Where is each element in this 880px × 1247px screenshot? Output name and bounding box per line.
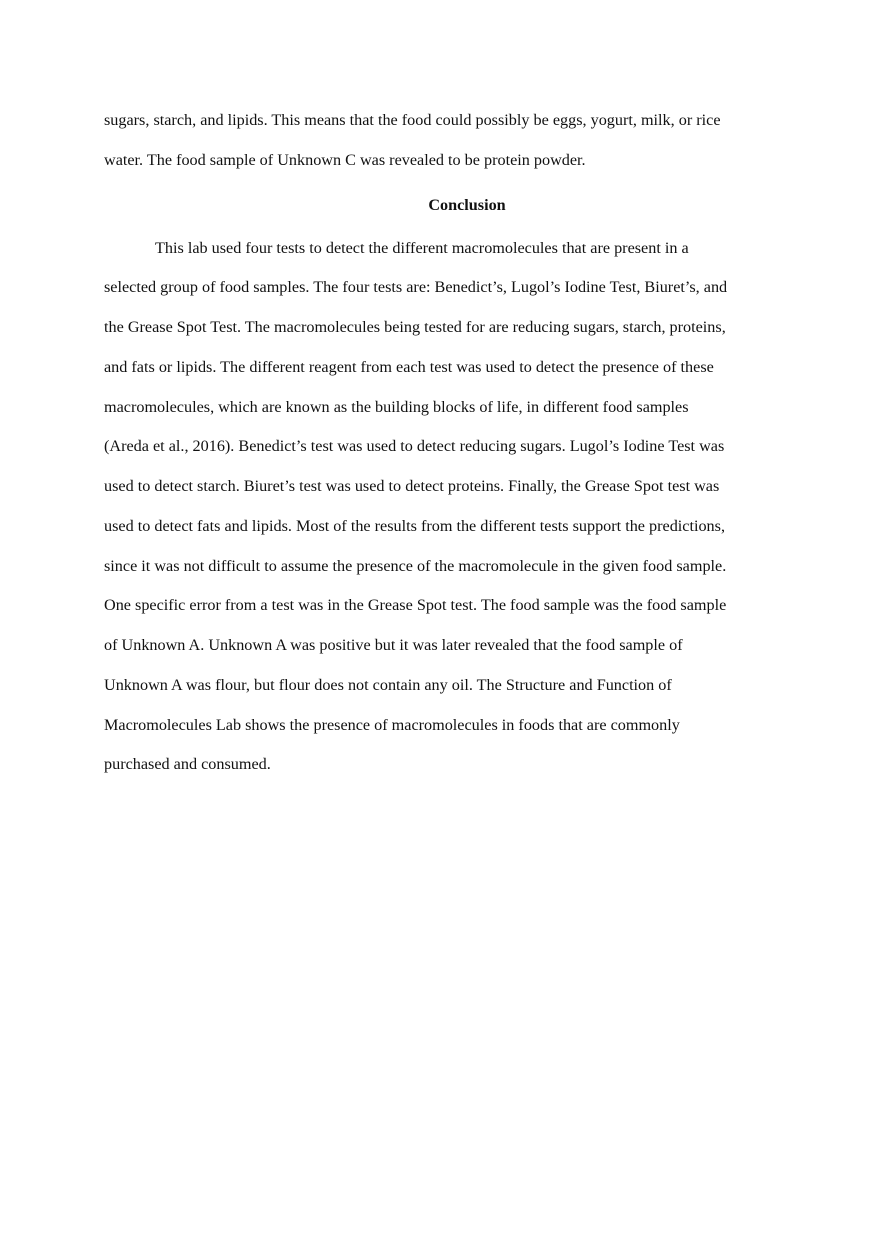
text-line: selected group of food samples. The four tests are: Benedict’s, Lugol’s Iodine Test, Biuret’s, and xyxy=(104,278,728,297)
text-line: used to detect fats and lipids. Most of the results from the different tests support the predictions, xyxy=(104,516,725,535)
text-line: the Grease Spot Test. The macromolecules being tested for are reducing sugars, starch, proteins, xyxy=(104,318,726,336)
text-line: and fats or lipids. The different reagent from each test was used to detect the presence of these xyxy=(104,357,714,376)
text-line: (Areda et al., 2016). Benedict’s test was used to detect reducing sugars. Lugol’s Iodine Test was xyxy=(104,437,725,456)
text-line: used to detect starch. Biuret’s test was used to detect proteins. Finally, the Grease Spot test was xyxy=(104,477,720,495)
text-line: since it was not difficult to assume the presence of the macromolecule in the given food sample. xyxy=(104,556,727,575)
conclusion-paragraph xyxy=(104,229,780,786)
text-line: purchased and consumed. xyxy=(104,755,271,774)
text-line: Unknown A was flour, but flour does not contain any oil. The Structure and Function of xyxy=(104,675,672,694)
section-heading-conclusion: Conclusion xyxy=(428,195,506,214)
text-line: This lab used four tests to detect the different macromolecules that are present in a xyxy=(155,238,689,257)
text-line: water. The food sample of Unknown C was revealed to be protein powder. xyxy=(104,150,586,169)
text-line: of Unknown A. Unknown A was positive but it was later revealed that the food sample of xyxy=(104,636,683,654)
text-line: sugars, starch, and lipids. This means that the food could possibly be eggs, yogurt, milk, or rice xyxy=(104,111,721,129)
carryover-paragraph xyxy=(104,101,780,181)
text-line: Macromolecules Lab shows the presence of macromolecules in foods that are commonly xyxy=(104,715,680,734)
text-line: macromolecules, which are known as the building blocks of life, in different food samples xyxy=(104,397,689,416)
text-line: One specific error from a test was in the Grease Spot test. The food sample was the food sample xyxy=(104,596,727,615)
document-body xyxy=(104,101,780,785)
